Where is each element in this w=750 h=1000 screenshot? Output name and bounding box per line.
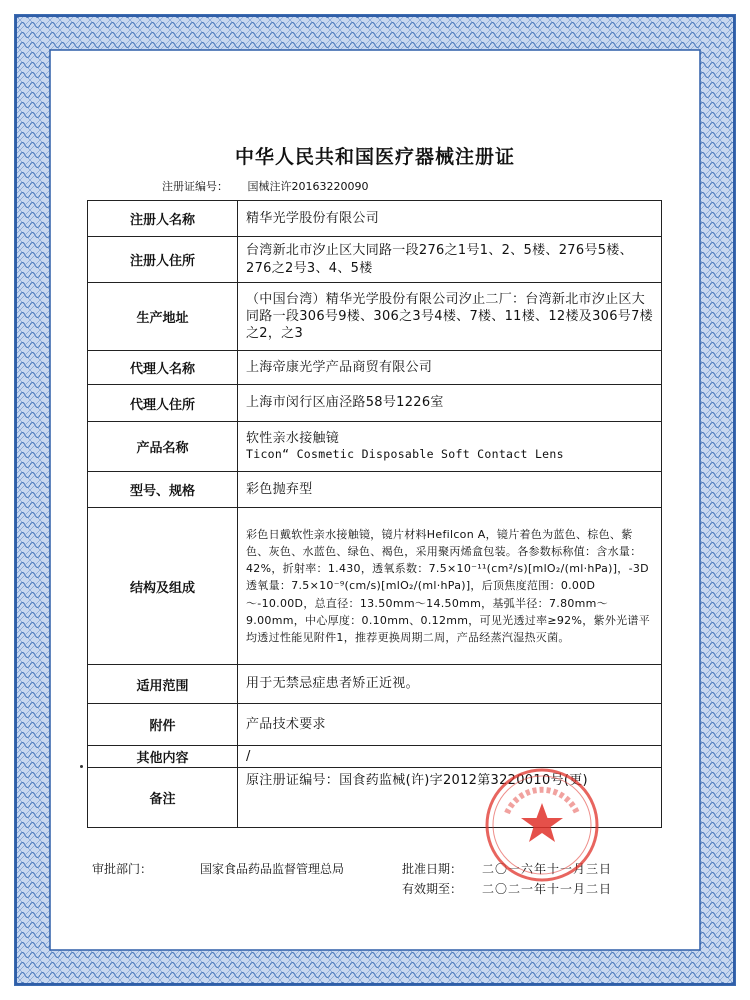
valid-until-label: 有效期至： (402, 882, 463, 896)
row-label: 代理人住所 (88, 385, 238, 422)
table-row (88, 283, 662, 351)
table-row (88, 385, 662, 422)
row-value: 精华光学股份有限公司 (238, 201, 662, 237)
stray-dot (80, 765, 83, 768)
row-value: 彩色日戴软性亲水接触镜，镜片材料Hefilcon A，镜片着色为蓝色、棕色、紫色、灰色、水蓝色、绿色、褐色，采用聚丙烯盒包装。各参数标称值：含水量：42%，折射率：1.430，透氧系数：7.5×10⁻¹¹(cm²/s)[mlO₂/(ml·hPa)]，-3D透氧量：7.5×10⁻⁹(cm/s)[mlO₂/(ml·hPa)]，后顶焦度范围：0.00D～-10.00D，总直径：13.50mm～14.50mm，基弧半径：7.80mm～9.00mm，中心厚度：0.10mm、0.12mm，可见光透过率≥92%，紫外光谱平均透过性能见附件1，推荐更换周期二周，产品经蒸汽湿热灭菌。 (238, 508, 662, 665)
row-label: 注册人名称 (88, 201, 238, 237)
row-value: （中国台湾）精华光学股份有限公司汐止二厂：台湾新北市汐止区大同路一段306号9楼、306之3号4楼、7楼、11楼、12楼及306号7楼之2，之3 (238, 283, 662, 351)
row-label: 结构及组成 (88, 508, 238, 665)
approve-date-value: 二〇一六年十一月三日 (482, 862, 613, 876)
registration-number-label: 注册证编号： (162, 180, 228, 193)
row-value (238, 422, 662, 472)
official-seal-stamp (482, 765, 602, 885)
table-row (88, 704, 662, 746)
table-row (88, 201, 662, 237)
row-value: 上海帝康光学产品商贸有限公司 (238, 351, 662, 385)
table-row (88, 237, 662, 283)
table-row (88, 508, 662, 665)
row-value: 上海市闵行区庙泾路58号1226室 (238, 385, 662, 422)
row-label: 备注 (88, 768, 238, 828)
row-label: 附件 (88, 704, 238, 746)
row-label: 适用范围 (88, 665, 238, 704)
registration-table (87, 200, 662, 828)
row-value: 产品技术要求 (238, 704, 662, 746)
table-row (88, 472, 662, 508)
row-label: 型号、规格 (88, 472, 238, 508)
row-label: 其他内容 (88, 746, 238, 768)
row-label: 代理人名称 (88, 351, 238, 385)
row-value: 用于无禁忌症患者矫正近视。 (238, 665, 662, 704)
approver-value: 国家食品药品监督管理总局 (200, 862, 345, 876)
row-label: 生产地址 (88, 283, 238, 351)
row-value: 原注册证编号：国食药监械(许)字2012第3220010号(更) (238, 768, 662, 828)
registration-number (162, 178, 384, 194)
product-name-cn: 软性亲水接触镜 (246, 431, 340, 447)
valid-until-value: 二〇二一年十一月二日 (482, 882, 613, 896)
approver-label: 审批部门： (92, 862, 153, 876)
registration-number-value: 国械注许20163220090 (247, 180, 369, 193)
approve-date-label: 批准日期： (402, 862, 463, 876)
row-value: / (238, 746, 662, 768)
table-row (88, 665, 662, 704)
table-row (88, 351, 662, 385)
certificate-title: 中华人民共和国医疗器械注册证 (234, 146, 515, 168)
table-row (88, 422, 662, 472)
product-name-en: Ticon“ Cosmetic Disposable Soft Contact Lens (246, 447, 564, 462)
row-label: 产品名称 (88, 422, 238, 472)
row-value: 台湾新北市汐止区大同路一段276之1号1、2、5楼、276号5楼、276之2号3、4、5楼 (238, 237, 662, 283)
row-value: 彩色抛弃型 (238, 472, 662, 508)
row-label: 注册人住所 (88, 237, 238, 283)
